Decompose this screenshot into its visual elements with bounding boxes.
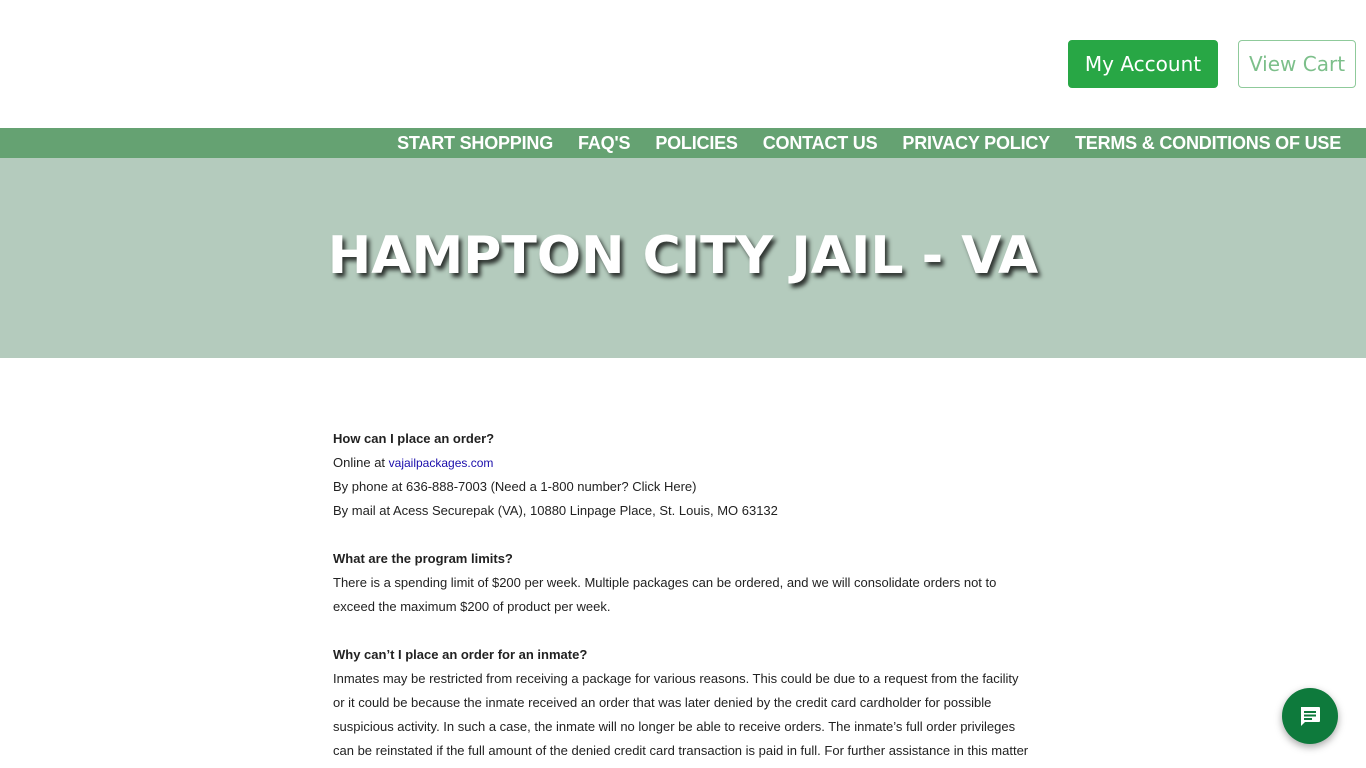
faq-content (333, 427, 1043, 763)
online-prefix: Online at (333, 455, 389, 470)
main-navigation (0, 128, 1366, 158)
faq-answer-limits-line: exceed the maximum $200 of product per week. (333, 599, 611, 614)
faq-answer-limits-line: There is a spending limit of $200 per week. Multiple packages can be ordered, and we will consolidate orders not to (333, 575, 997, 590)
page-title: HAMPTON CITY JAIL - VA (327, 225, 1039, 286)
nav-menu (372, 128, 1341, 158)
nav-terms-conditions[interactable]: TERMS & CONDITIONS OF USE (1074, 132, 1341, 153)
nav-contact-us[interactable]: CONTACT US (762, 132, 878, 153)
faq-answer-mail: By mail at Acess Securepak (VA), 10880 Linpage Place, St. Louis, MO 63132 (333, 503, 778, 518)
spacer (333, 523, 1043, 547)
nav-policies[interactable]: POLICIES (655, 132, 738, 153)
faq-question-limits: What are the program limits? (333, 551, 513, 566)
chat-button[interactable] (1282, 688, 1338, 744)
hero-banner (0, 158, 1366, 358)
faq-answer-online (333, 451, 1043, 475)
spacer (333, 619, 1043, 643)
nav-privacy-policy[interactable]: PRIVACY POLICY (902, 132, 1050, 153)
faq-question-restricted: Why can’t I place an order for an inmate? (333, 647, 588, 662)
faq-answer-restricted-line: can be reinstated if the full amount of the denied credit card transaction is paid in full. For further assistance in this matter (333, 743, 1029, 758)
nav-faqs[interactable]: FAQ'S (578, 132, 631, 153)
chat-message-icon (1298, 704, 1322, 728)
faq-question-order: How can I place an order? (333, 431, 495, 446)
nav-start-shopping[interactable]: START SHOPPING (397, 132, 554, 153)
faq-answer-restricted-line: Inmates may be restricted from receiving a package for various reasons. This could be due to a request from the facility (333, 671, 1019, 686)
vajailpackages-link[interactable]: vajailpackages.com (388, 456, 494, 470)
faq-answer-restricted-line: suspicious activity. In such a case, the inmate will no longer be able to receive orders. The inmate’s full order privileges (333, 719, 1016, 734)
my-account-button[interactable]: My Account (1068, 40, 1218, 88)
faq-answer-restricted-line: or it could be because the inmate received an order that was later denied by the credit card cardholder for possible (333, 695, 992, 710)
faq-answer-phone: By phone at 636-888-7003 (Need a 1-800 number? Click Here) (333, 479, 697, 494)
header (0, 0, 1366, 128)
view-cart-button[interactable]: View Cart (1238, 40, 1356, 88)
